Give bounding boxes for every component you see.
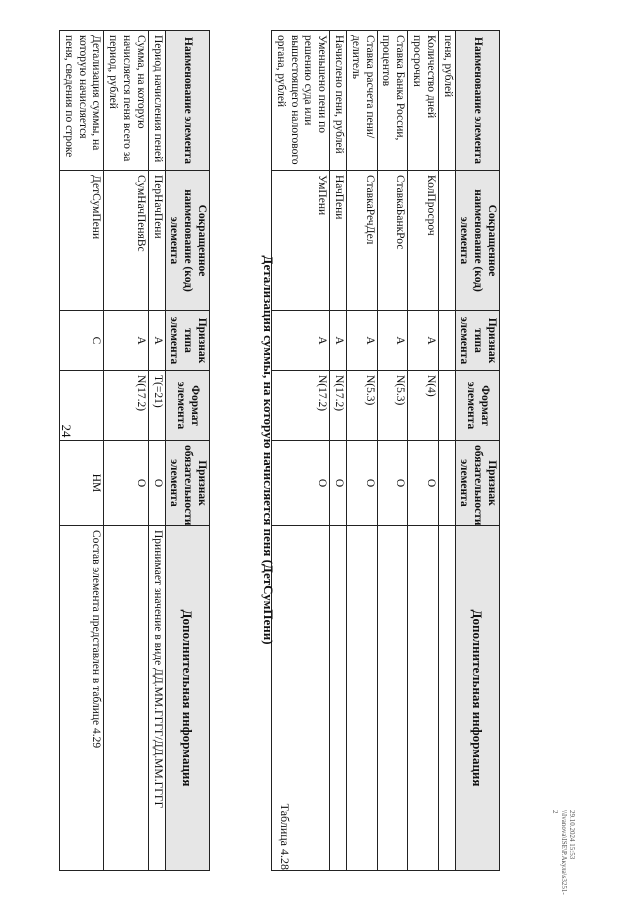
elements-table-continued: [271, 30, 500, 871]
cell-required: О: [148, 441, 165, 526]
cell-name: Сумма, на которую начисляется пеня всего за период, рублей: [104, 31, 148, 171]
cell-format: [438, 371, 455, 441]
table-row: [347, 31, 378, 871]
header-format: Формат элемента: [455, 371, 499, 441]
cell-code: [438, 171, 455, 311]
cell-format: N(17.2): [272, 371, 330, 441]
table-row: [104, 31, 148, 871]
header-info: Дополнительная информация: [165, 526, 209, 871]
header-format: Формат элемента: [165, 371, 209, 441]
table-row: [330, 31, 347, 871]
cell-name: Детализация суммы, на которую начисляется пеня, сведения по строке: [60, 31, 104, 171]
cell-type: А: [148, 311, 165, 371]
cell-type: А: [272, 311, 330, 371]
cell-type: [438, 311, 455, 371]
cell-name: пеня, рублей: [438, 31, 455, 171]
cell-code: СтавкаРечДел: [347, 171, 378, 311]
header-code: Сокращенное наименование (код) элемента: [165, 171, 209, 311]
cell-name: Начислено пени, рублей: [330, 31, 347, 171]
cell-info: Принимает значение в виде ДД.ММ.ГГГГ/ДД.ММ.ГГГГ: [148, 526, 165, 871]
cell-code: ДетСумПени: [60, 171, 104, 311]
table-row: [438, 31, 455, 871]
header-type: Признак типа элемента: [455, 311, 499, 371]
cell-format: [60, 371, 104, 441]
cell-info: [347, 526, 378, 871]
cell-type: А: [330, 311, 347, 371]
cell-code: СтавкаБанкРос: [377, 171, 408, 311]
cell-required: О: [104, 441, 148, 526]
cell-format: N(4): [408, 371, 439, 441]
cell-format: N(17.2): [104, 371, 148, 441]
header-type: Признак типа элемента: [165, 311, 209, 371]
cell-info: [104, 526, 148, 871]
header-code: Сокращенное наименование (код) элемента: [455, 171, 499, 311]
print-stamp: [551, 810, 576, 895]
table-header-row: [165, 31, 209, 871]
cell-info: [408, 526, 439, 871]
cell-info: Состав элемента представлен в таблице 4.29: [60, 526, 104, 871]
cell-name: Уменьшено пени по решению суда или вышестоящего налогового органа, рублей: [272, 31, 330, 171]
cell-type: А: [104, 311, 148, 371]
page-number: 24: [59, 424, 74, 438]
table-header-row: [455, 31, 499, 871]
table-row: [377, 31, 408, 871]
cell-required: О: [408, 441, 439, 526]
table-row: [408, 31, 439, 871]
cell-required: О: [330, 441, 347, 526]
header-required: Признак обязательности элемента: [455, 441, 499, 526]
cell-type: А: [377, 311, 408, 371]
table-row: [272, 31, 330, 871]
cell-format: N(5.3): [347, 371, 378, 441]
cell-format: T(=21): [148, 371, 165, 441]
header-required: Признак обязательности элемента: [165, 441, 209, 526]
cell-required: О: [377, 441, 408, 526]
header-name: Наименование элемента: [455, 31, 499, 171]
cell-name: Период начисления пеней: [148, 31, 165, 171]
table-caption: Детализация суммы, на которую начисляется пеня (ДетСумПени): [261, 255, 276, 645]
cell-name: Количество дней просрочки: [408, 31, 439, 171]
detail-table: [59, 30, 210, 871]
header-info: Дополнительная информация: [455, 526, 499, 871]
cell-required: О: [347, 441, 378, 526]
cell-info: [438, 526, 455, 871]
header-name: Наименование элемента: [165, 31, 209, 171]
stamp-path: \\Ivanova\ISE\Р.Акула\s3251-2: [551, 810, 568, 895]
cell-format: N(17.2): [330, 371, 347, 441]
cell-type: С: [60, 311, 104, 371]
cell-code: ПерНачПени: [148, 171, 165, 311]
cell-name: Ставка Банка России, процентов: [377, 31, 408, 171]
cell-code: КолПросроч: [408, 171, 439, 311]
cell-info: [377, 526, 408, 871]
table-row: [148, 31, 165, 871]
cell-code: СумНачПеняВс: [104, 171, 148, 311]
cell-code: НачПени: [330, 171, 347, 311]
stamp-date: 29.10.2024 15:53: [568, 810, 576, 860]
cell-required: О: [272, 441, 330, 526]
cell-required: НМ: [60, 441, 104, 526]
cell-code: УмПени: [272, 171, 330, 311]
table-number: Таблица 4.28: [278, 803, 292, 870]
cell-info: [330, 526, 347, 871]
cell-format: N(5.3): [377, 371, 408, 441]
cell-type: А: [347, 311, 378, 371]
cell-required: [438, 441, 455, 526]
cell-name: Ставка расчета пени/делитель: [347, 31, 378, 171]
cell-type: А: [408, 311, 439, 371]
table-row: [60, 31, 104, 871]
